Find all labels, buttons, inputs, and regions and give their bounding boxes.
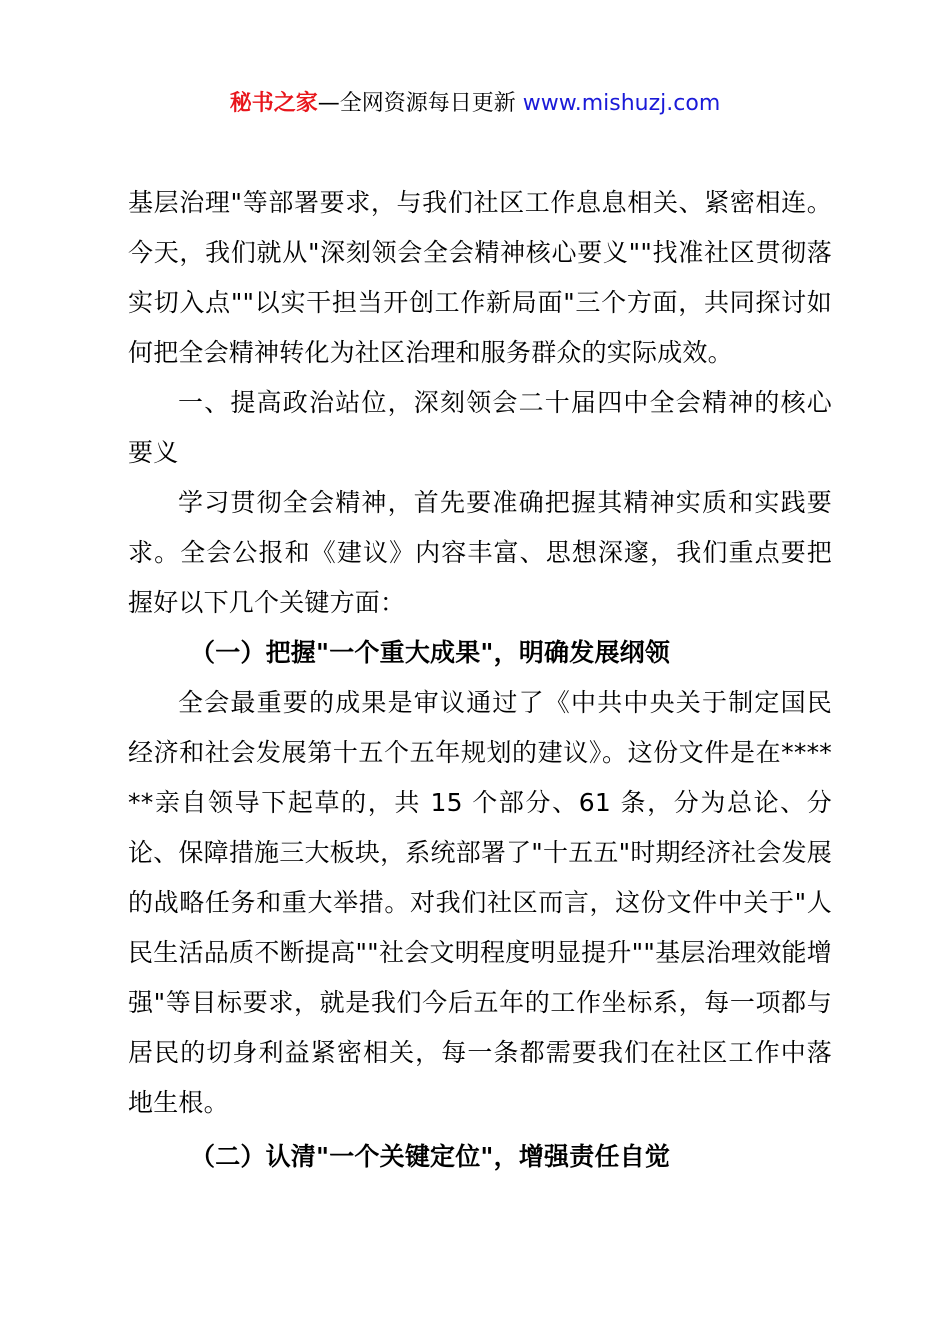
- subheading-1: （一）把握"一个重大成果"，明确发展纲领: [190, 638, 671, 667]
- subheading-2: （二）认清"一个关键定位"，增强责任自觉: [190, 1142, 671, 1171]
- site-url-link[interactable]: www.mishuzj.com: [522, 91, 721, 116]
- brand-name: 秘书之家: [229, 91, 318, 116]
- header-tagline: —全网资源每日更新: [317, 91, 523, 116]
- section-heading-1: 一、提高政治站位，深刻领会二十届四中全会精神的核心要义: [128, 388, 832, 467]
- document-body: [128, 178, 832, 1182]
- site-header: [0, 86, 950, 122]
- paragraph-subsection-1: 全会最重要的成果是审议通过了《中共中央关于制定国民经济和社会发展第十五个五年规划的建议》。这份文件是在******亲自领导下起草的，共 15 个部分、61 条，分为总论、分论、保障措施三大板块，系统部署了"十五五"时期经济社会发展的战略任务和重大举措。对我们社区而言，这份文件中关于"人民生活品质不断提高""社会文明程度明显提升""基层治理效能增强"等目标要求，就是我们今后五年的工作坐标系，每一项都与居民的切身利益紧密相关，每一条都需要我们在社区工作中落地生根。: [128, 688, 832, 1117]
- paragraph-intro-continuation: 基层治理"等部署要求，与我们社区工作息息相关、紧密相连。今天，我们就从"深刻领会全会精神核心要义""找准社区贯彻落实切入点""以实干担当开创工作新局面"三个方面，共同探讨如何把全会精神转化为社区治理和服务群众的实际成效。: [128, 188, 832, 367]
- paragraph-section-1-intro: 学习贯彻全会精神，首先要准确把握其精神实质和实践要求。全会公报和《建议》内容丰富、思想深邃，我们重点要把握好以下几个关键方面：: [128, 488, 832, 617]
